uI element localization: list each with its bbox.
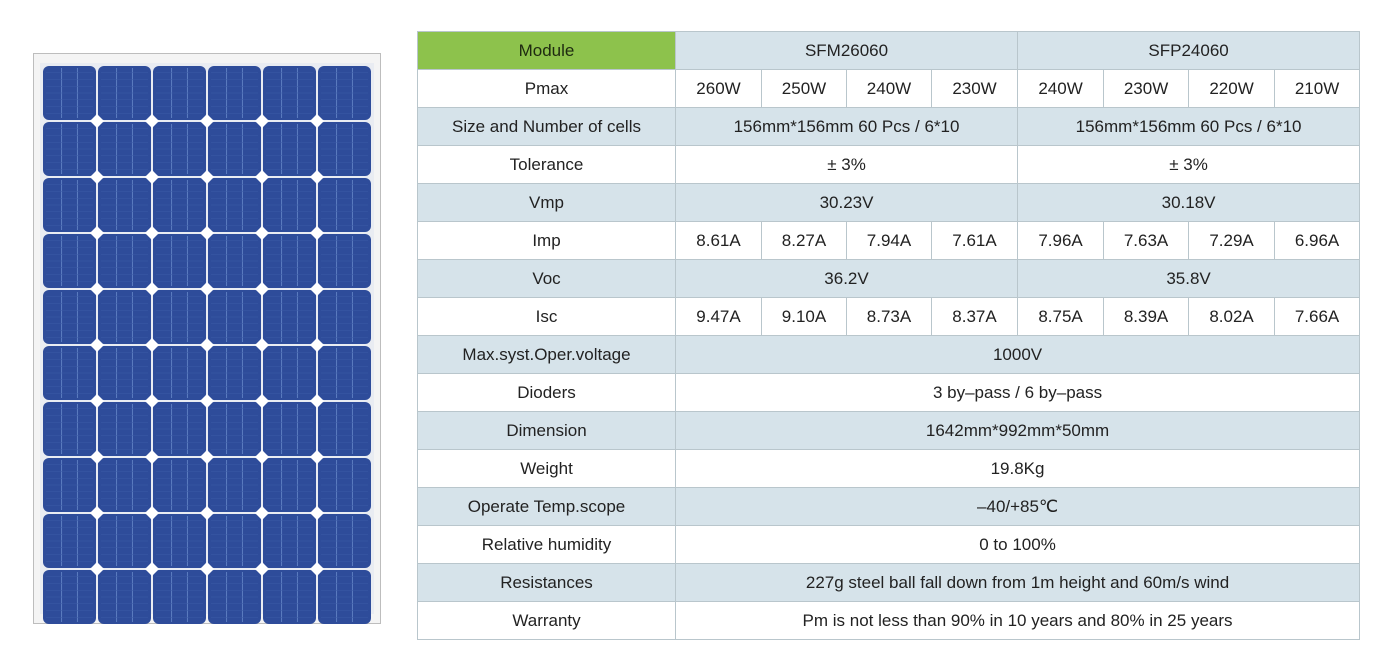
imp-cell: 8.61A — [676, 222, 762, 260]
warranty-row — [418, 602, 1360, 640]
voc-cell: 35.8V — [1018, 260, 1360, 298]
imp-row — [418, 222, 1360, 260]
isc-cell: 8.02A — [1189, 298, 1275, 336]
dimension-row — [418, 412, 1360, 450]
isc-cell: 8.73A — [847, 298, 932, 336]
voc-row — [418, 260, 1360, 298]
row-label: Voc — [418, 260, 676, 298]
dioders-cell: 3 by–pass / 6 by–pass — [676, 374, 1360, 412]
vmp-row — [418, 184, 1360, 222]
isc-cell: 8.75A — [1018, 298, 1104, 336]
pmax-cell: 230W — [932, 70, 1018, 108]
isc-cell: 9.47A — [676, 298, 762, 336]
vmp-cell: 30.23V — [676, 184, 1018, 222]
temp-row — [418, 488, 1360, 526]
isc-cell: 7.66A — [1275, 298, 1360, 336]
row-label: Weight — [418, 450, 676, 488]
dimension-cell: 1642mm*992mm*50mm — [676, 412, 1360, 450]
row-label: Pmax — [418, 70, 676, 108]
imp-cell: 7.96A — [1018, 222, 1104, 260]
size-cell: 156mm*156mm 60 Pcs / 6*10 — [1018, 108, 1360, 146]
imp-cell: 6.96A — [1275, 222, 1360, 260]
spec-table — [417, 31, 1360, 640]
max-voltage-row — [418, 336, 1360, 374]
pmax-cell: 220W — [1189, 70, 1275, 108]
temp-cell: –40/+85℃ — [676, 488, 1360, 526]
size-row — [418, 108, 1360, 146]
row-label: Max.syst.Oper.voltage — [418, 336, 676, 374]
row-label: Dimension — [418, 412, 676, 450]
table-header-row — [418, 32, 1360, 70]
isc-cell: 8.37A — [932, 298, 1018, 336]
pmax-cell: 250W — [762, 70, 847, 108]
pmax-cell: 230W — [1104, 70, 1189, 108]
tolerance-row — [418, 146, 1360, 184]
isc-row — [418, 298, 1360, 336]
imp-cell: 8.27A — [762, 222, 847, 260]
imp-cell: 7.29A — [1189, 222, 1275, 260]
row-label: Resistances — [418, 564, 676, 602]
row-label: Size and Number of cells — [418, 108, 676, 146]
weight-cell: 19.8Kg — [676, 450, 1360, 488]
pmax-row — [418, 70, 1360, 108]
row-label: Warranty — [418, 602, 676, 640]
max-voltage-cell: 1000V — [676, 336, 1360, 374]
row-label: Imp — [418, 222, 676, 260]
humidity-cell: 0 to 100% — [676, 526, 1360, 564]
warranty-cell: Pm is not less than 90% in 10 years and 80% in 25 years — [676, 602, 1360, 640]
isc-cell: 8.39A — [1104, 298, 1189, 336]
model-sfm-header: SFM26060 — [676, 32, 1018, 70]
row-label: Tolerance — [418, 146, 676, 184]
isc-cell: 9.10A — [762, 298, 847, 336]
vmp-cell: 30.18V — [1018, 184, 1360, 222]
row-label: Dioders — [418, 374, 676, 412]
size-cell: 156mm*156mm 60 Pcs / 6*10 — [676, 108, 1018, 146]
dioders-row — [418, 374, 1360, 412]
pmax-cell: 210W — [1275, 70, 1360, 108]
imp-cell: 7.63A — [1104, 222, 1189, 260]
row-label: Isc — [418, 298, 676, 336]
voc-cell: 36.2V — [676, 260, 1018, 298]
row-label: Operate Temp.scope — [418, 488, 676, 526]
module-header: Module — [418, 32, 676, 70]
pmax-cell: 260W — [676, 70, 762, 108]
model-sfp-header: SFP24060 — [1018, 32, 1360, 70]
solar-panel-image — [33, 53, 381, 624]
pmax-cell: 240W — [847, 70, 932, 108]
imp-cell: 7.61A — [932, 222, 1018, 260]
resistances-cell: 227g steel ball fall down from 1m height and 60m/s wind — [676, 564, 1360, 602]
tolerance-cell: ± 3% — [676, 146, 1018, 184]
solar-panel-icon — [34, 54, 382, 625]
humidity-row — [418, 526, 1360, 564]
pmax-cell: 240W — [1018, 70, 1104, 108]
resistances-row — [418, 564, 1360, 602]
row-label: Vmp — [418, 184, 676, 222]
imp-cell: 7.94A — [847, 222, 932, 260]
row-label: Relative humidity — [418, 526, 676, 564]
tolerance-cell: ± 3% — [1018, 146, 1360, 184]
weight-row — [418, 450, 1360, 488]
